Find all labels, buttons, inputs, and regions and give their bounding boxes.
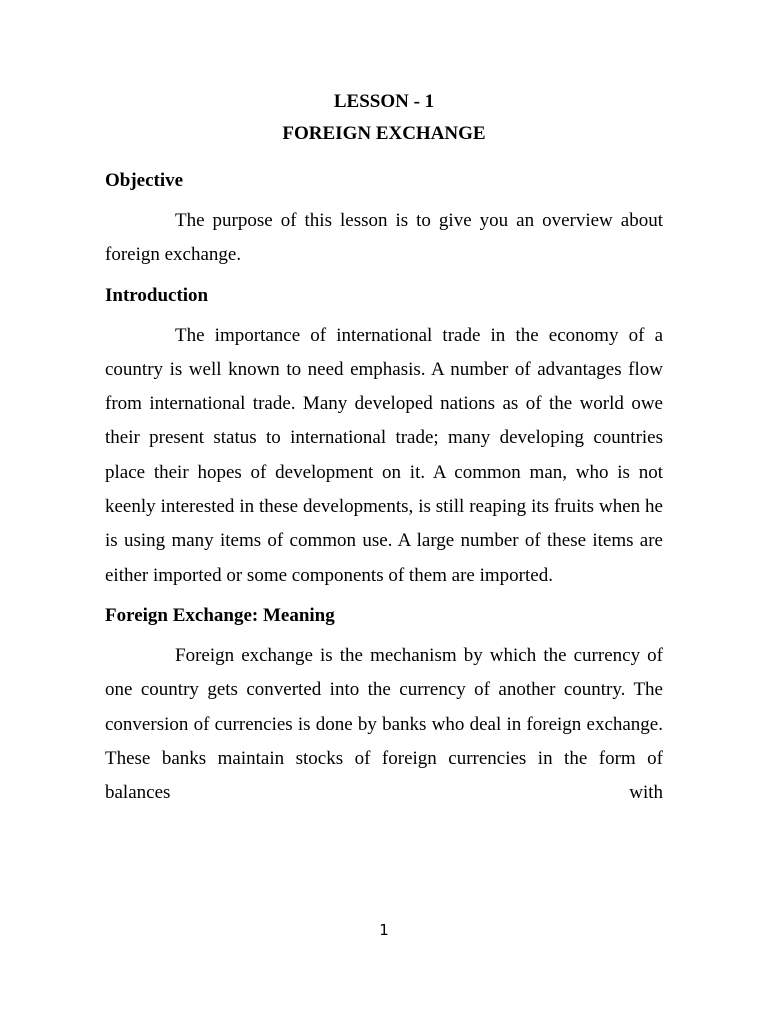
- page-content: [105, 86, 663, 810]
- section-paragraph-introduction: The importance of international trade in the economy of a country is well known to need emphasis. A number of advantages flow from international trade. Many developed nations as of the world owe their present status to international trade; many developing countries place their hopes of development on it. A common man, who is not keenly interested in these developments, is still reaping its fruits when he is using many items of common use. A large number of these items are either imported or some components of them are imported.: [105, 324, 663, 586]
- section-heading-objective: Objective: [105, 170, 184, 191]
- lesson-title: FOREIGN EXCHANGE: [282, 123, 486, 144]
- section-heading-meaning: Foreign Exchange: Meaning: [105, 604, 335, 626]
- page-number: 1: [379, 921, 389, 939]
- section-paragraph-objective: The purpose of this lesson is to give you an overview about foreign exchange.: [105, 210, 663, 266]
- section-paragraph-meaning: Foreign exchange is the mechanism by which the currency of one country gets converted into the currency of another country. The conversion of currencies is done by banks who deal in foreign exchange. These banks maintain stocks of foreign currencies in the form of balances with: [105, 644, 663, 804]
- section-heading-introduction: Introduction: [105, 284, 209, 306]
- lesson-label: LESSON - 1: [333, 91, 435, 112]
